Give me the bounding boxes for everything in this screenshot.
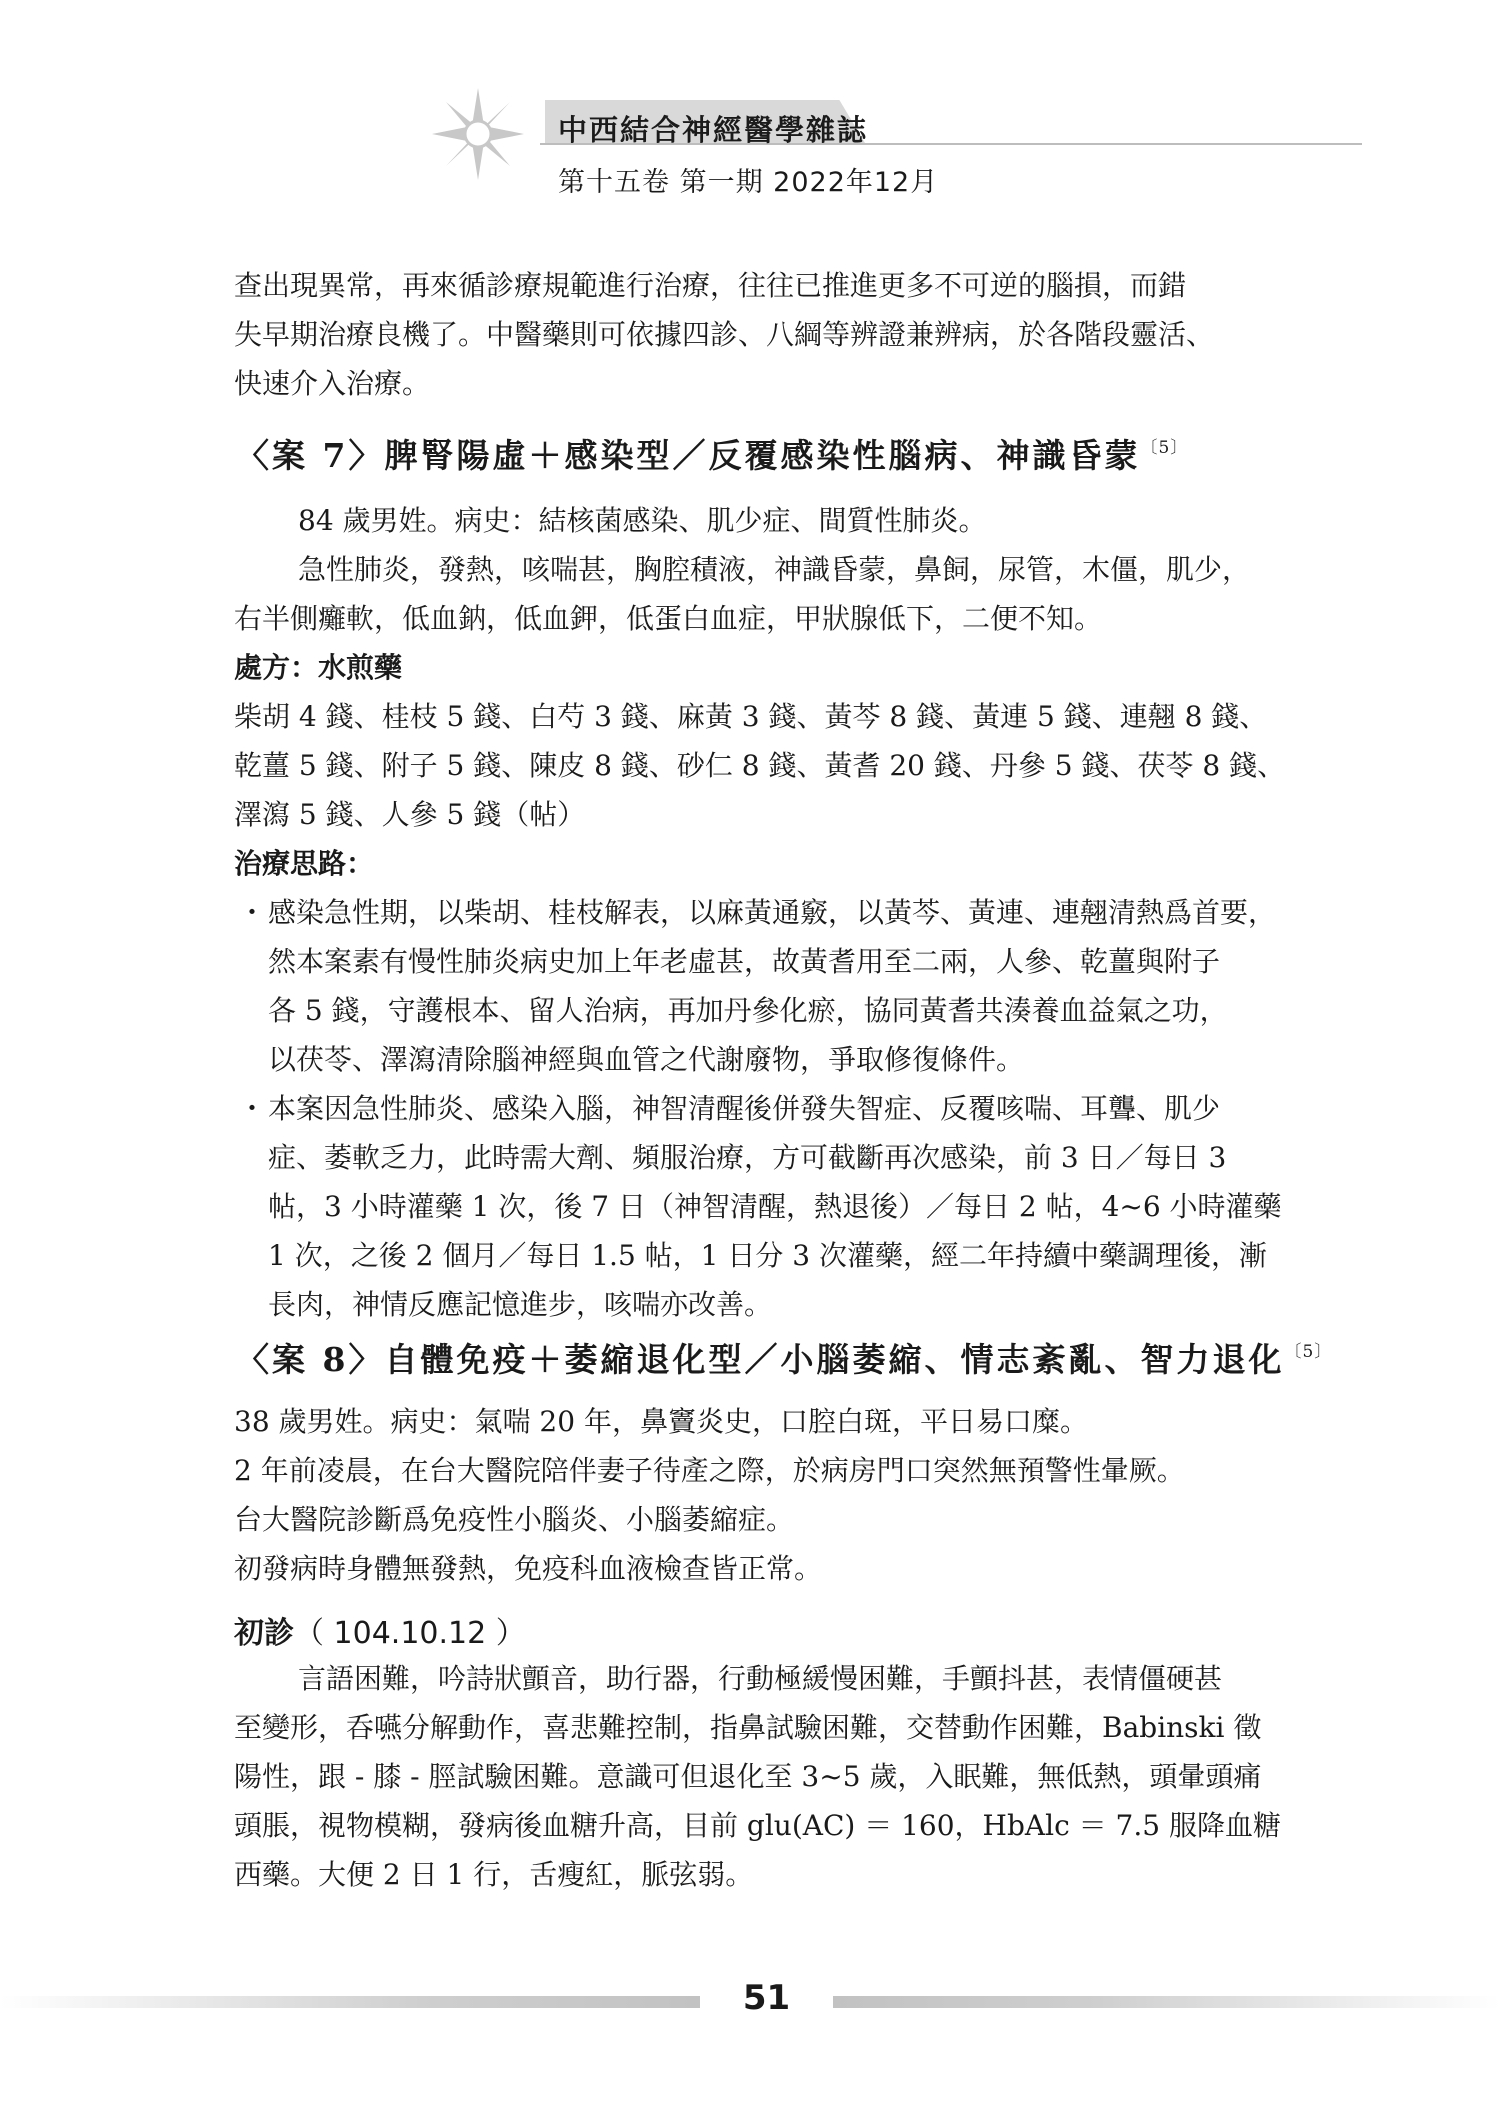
text-line: 台大醫院診斷爲免疫性小腦炎、小腦萎縮症。 [234, 1503, 795, 1536]
text-line: 快速介入治療。 [234, 367, 431, 400]
first-visit-body [234, 1654, 1364, 1899]
text-line: 陽性，跟 - 膝 - 脛試驗困難。意識可但退化至 3~5 歲，入眠難，無低熱，頭暈頭痛 [234, 1760, 1262, 1793]
footer-bar-right [833, 1996, 1500, 2008]
bullet-item [234, 1084, 1364, 1329]
case8-body [234, 1397, 1364, 1593]
text-line: 急性肺炎，發熱，咳喘甚，胸腔積液，神識昏蒙，鼻飼，尿管，木僵，肌少， [298, 553, 1251, 586]
text-line: 右半側癱軟，低血鈉，低血鉀，低蛋白血症，甲狀腺低下，二便不知。 [234, 602, 1103, 635]
text-line: 1 次，之後 2 個月／每日 1.5 帖，1 日分 3 次灌藥，經二年持續中藥調理後，漸 [268, 1239, 1267, 1272]
text-line: 初發病時身體無發熱，免疫科血液檢查皆正常。 [234, 1552, 823, 1585]
text-line: 西藥。大便 2 日 1 行，舌瘦紅，脈弦弱。 [234, 1858, 754, 1891]
case7-ref: 〔5〕 [1140, 438, 1189, 458]
text-line: 失早期治療良機了。中醫藥則可依據四診、八綱等辨證兼辨病，於各階段靈活、 [234, 318, 1215, 351]
case8-title-text: 〈案 8〉自體免疫＋萎縮退化型／小腦萎縮、情志紊亂、智力退化 [236, 1340, 1285, 1379]
rx-line: 澤瀉 5 錢、人參 5 錢（帖） [234, 798, 586, 831]
journal-title: 中西結合神經醫學雜誌 [558, 113, 869, 147]
case7-title-text: 〈案 7〉脾腎陽虛＋感染型／反覆感染性腦病、神識昏蒙 [236, 436, 1141, 475]
first-visit-label: 初診 [234, 1616, 294, 1651]
bullet-mark: ・ [238, 896, 267, 929]
text-line: 本案因急性肺炎、感染入腦，神智清醒後併發失智症、反覆咳喘、耳聾、肌少 [268, 1092, 1221, 1125]
text-line: 2 年前凌晨，在台大醫院陪伴妻子待產之際，於病房門口突然無預警性暈厥。 [234, 1454, 1185, 1487]
issue-info: 第十五卷 第一期 2022年12月 [558, 167, 939, 198]
text-line: 然本案素有慢性肺炎病史加上年老虛甚，故黃耆用至二兩，人參、乾薑與附子 [268, 945, 1221, 978]
page-number: 51 [742, 1978, 791, 2018]
text-line: 症、萎軟乏力，此時需大劑、頻服治療，方可截斷再次感染，前 3 日／每日 3 [268, 1141, 1227, 1174]
bullet-mark: ・ [238, 1092, 267, 1125]
footer-bar-left [0, 1996, 700, 2008]
intro-paragraph [234, 261, 1364, 408]
case8-ref: 〔5〕 [1284, 1342, 1333, 1362]
rx-label: 處方：水煎藥 [234, 651, 403, 684]
text-line: 以茯苓、澤瀉清除腦神經與血管之代謝廢物，爭取修復條件。 [268, 1043, 1025, 1076]
case7-body [234, 496, 1364, 1329]
text-line: 感染急性期，以柴胡、桂枝解表，以麻黃通竅，以黃芩、黃連、連翹清熱爲首要， [268, 896, 1277, 929]
text-line: 言語困難，吟詩狀顫音，助行器，行動極緩慢困難，手顫抖甚，表情僵硬甚 [298, 1662, 1223, 1695]
first-visit-date: （ 104.10.12 ） [294, 1616, 526, 1651]
case7-title [236, 430, 1188, 477]
text-line: 38 歲男姓。病史：氣喘 20 年，鼻竇炎史，口腔白斑，平日易口糜。 [234, 1405, 1088, 1438]
text-line: 頭脹，視物模糊，發病後血糖升高，目前 glu(AC) ＝ 160，HbAlc ＝ 7.5 服降血糖 [234, 1809, 1281, 1842]
approach-label: 治療思路： [234, 847, 375, 880]
star-burst-icon [432, 88, 524, 180]
text-line: 至變形，呑嚥分解動作，喜悲難控制，指鼻試驗困難，交替動作困難，Babinski 徵 [234, 1711, 1262, 1744]
rx-line: 柴胡 4 錢、桂枝 5 錢、白芍 3 錢、麻黃 3 錢、黃芩 8 錢、黃連 5 錢、連翹 8 錢、 [234, 700, 1268, 733]
case8-title [236, 1334, 1332, 1381]
rx-line: 乾薑 5 錢、附子 5 錢、陳皮 8 錢、砂仁 8 錢、黃耆 20 錢、丹參 5 錢、茯苓 8 錢、 [234, 749, 1286, 782]
text-line: 查出現異常，再來循診療規範進行治療，往往已推進更多不可逆的腦損，而錯 [234, 269, 1187, 302]
text-line: 帖，3 小時灌藥 1 次，後 7 日（神智清醒，熱退後）／每日 2 帖，4~6 小時灌藥 [268, 1190, 1282, 1223]
case7-history: 84 歲男姓。病史：結核菌感染、肌少症、間質性肺炎。 [298, 504, 987, 537]
first-visit-heading [234, 1608, 526, 1652]
text-line: 各 5 錢，守護根本、留人治病，再加丹參化瘀，協同黃耆共湊養血益氣之功， [268, 994, 1228, 1027]
bullet-item [234, 888, 1364, 1084]
text-line: 長肉，神情反應記憶進步，咳喘亦改善。 [268, 1288, 773, 1321]
